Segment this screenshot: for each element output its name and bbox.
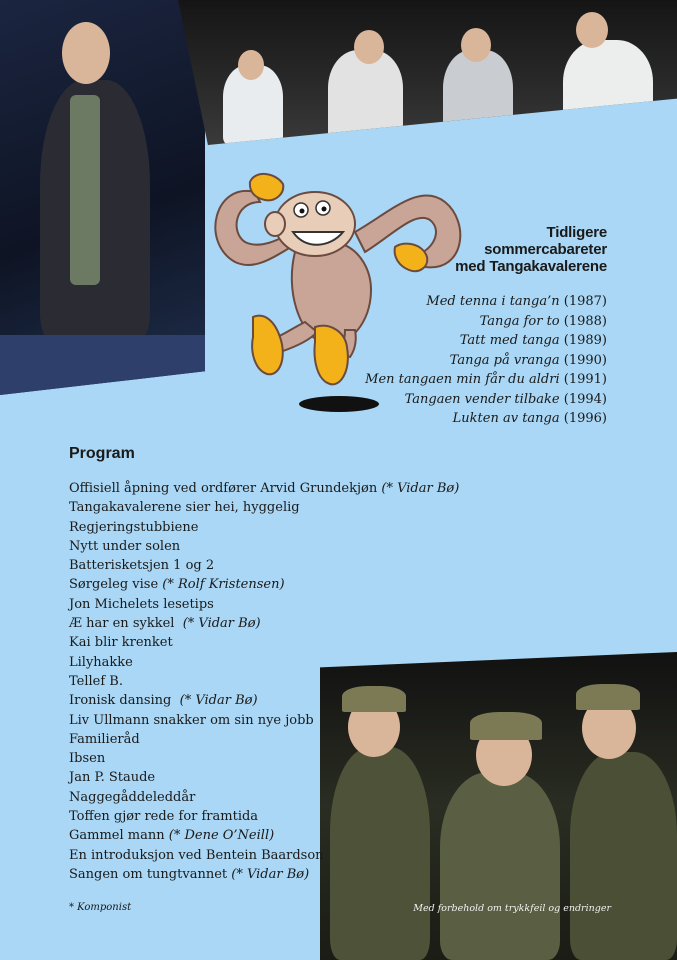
past-show-name: Tangaen vender tilbake [404, 391, 560, 407]
past-show-item [365, 351, 607, 371]
mascot-left-foot [252, 316, 283, 375]
program-item-title: Toffen gjør rede for framtida [69, 809, 259, 825]
stage-floor [0, 335, 205, 395]
past-show-year: (1988) [563, 313, 607, 329]
program-item [69, 498, 459, 517]
performer-head-3 [461, 28, 491, 62]
title-line-1: Tidligere [546, 224, 607, 241]
program-item-composer: (* Vidar Bø) [182, 616, 261, 632]
program-list [69, 479, 459, 884]
print-disclaimer: Med forbehold om trykkfeil og endringer [413, 903, 611, 914]
past-shows-title [455, 224, 607, 275]
past-show-name: Med tenna i tanga’n [426, 294, 560, 309]
past-show-year: (1987) [563, 294, 607, 309]
program-item-title: Regjeringstubbiene [69, 519, 199, 535]
program-item [69, 865, 459, 884]
program-item [69, 479, 459, 498]
program-item [69, 653, 459, 672]
performer-head-1 [238, 50, 264, 80]
mascot-left-pupil [300, 209, 305, 214]
program-item-composer: (* Vidar Bø) [231, 866, 310, 882]
program-item-title: Sørgeleg vise [69, 577, 159, 593]
performer-figure-3 [443, 50, 513, 145]
mascot-ear [265, 212, 285, 236]
program-item-title: Æ har en sykkel [69, 616, 175, 632]
program-item [69, 518, 459, 537]
performer-head-2 [354, 30, 384, 64]
program-item-title: Offisiell åpning ved ordfører Arvid Grundekjøn [69, 481, 378, 496]
program-item [69, 730, 459, 749]
program-item-title: Liv Ullmann snakker om sin nye jobb [69, 712, 314, 728]
photo-speaker-on-stage [0, 0, 205, 395]
program-item [69, 749, 459, 768]
program-item-title: Gammel mann [69, 828, 165, 844]
program-item-title: Sangen om tungtvannet [69, 866, 228, 882]
program-item-title: Familieråd [69, 731, 140, 747]
soldier-cap-3 [576, 684, 640, 710]
performer-figure-2 [328, 50, 403, 145]
past-show-item [365, 370, 607, 390]
program-item-title: Nytt under solen [69, 538, 181, 554]
composer-footnote: * Komponist [69, 902, 132, 913]
program-item-title: Jan P. Staude [69, 770, 156, 786]
program-item [69, 711, 459, 730]
program-item [69, 691, 459, 710]
program-item [69, 575, 459, 594]
program-item-title: Kai blir krenket [69, 635, 173, 651]
past-show-year: (1991) [563, 372, 607, 387]
program-item [69, 556, 459, 575]
past-show-item [365, 409, 607, 429]
past-show-year: (1996) [563, 411, 607, 426]
program-item-title: Tellef B. [69, 673, 123, 689]
past-show-item [365, 390, 607, 410]
past-show-name: Tanga på vranga [449, 352, 560, 368]
program-item [69, 633, 459, 652]
past-show-year: (1990) [563, 352, 607, 368]
program-item-title: Naggegåddeleddår [69, 789, 196, 805]
past-show-year: (1989) [563, 333, 607, 348]
title-line-3: med Tangakavalerene [455, 258, 607, 275]
past-show-name: Lukten av tanga [452, 411, 560, 426]
soldier-cap-2 [470, 712, 542, 740]
past-show-name: Men tangaen min får du aldri [365, 372, 560, 387]
past-show-item [365, 292, 607, 312]
soldier-figure-3 [570, 752, 677, 960]
past-show-item [365, 312, 607, 332]
past-shows-list [365, 292, 607, 429]
program-item-title: Batterisketsjen 1 og 2 [69, 558, 215, 574]
title-line-2: sommercabareter [484, 241, 607, 258]
program-item-title: Tangakavalerene sier hei, hyggelig [69, 500, 300, 516]
speaker-head [62, 22, 110, 84]
mascot-right-foot [315, 326, 348, 385]
speaker-scarf [70, 95, 100, 285]
program-item [69, 846, 459, 865]
program-item-title: Jon Michelets lesetips [69, 596, 214, 612]
past-show-year: (1994) [563, 391, 607, 407]
program-item-title: En introduksjon ved Bentein Baardson [69, 847, 324, 863]
performer-figure-4 [563, 40, 653, 145]
program-item [69, 672, 459, 691]
program-item-title: Ibsen [69, 751, 106, 767]
performer-head-4 [576, 12, 608, 48]
program-item [69, 614, 459, 633]
mascot-right-pupil [322, 207, 327, 212]
past-show-item [365, 331, 607, 351]
program-item-title: Lilyhakke [69, 654, 133, 670]
photo-performers-top [178, 0, 677, 145]
program-item-composer: (* Vidar Bø) [179, 693, 258, 709]
mascot-face [275, 192, 355, 256]
program-item [69, 826, 459, 845]
program-item-composer: (* Rolf Kristensen) [162, 577, 285, 593]
program-heading: Program [69, 445, 135, 462]
past-show-name: Tanga for to [479, 313, 560, 329]
program-item [69, 595, 459, 614]
program-item-composer: (* Dene O’Neill) [168, 828, 275, 844]
program-item [69, 788, 459, 807]
program-item-title: Ironisk dansing [69, 693, 172, 709]
program-item [69, 807, 459, 826]
program-item-composer: (* Vidar Bø) [381, 481, 460, 496]
mascot-left-hand [250, 174, 283, 200]
past-show-name: Tatt med tanga [459, 333, 560, 348]
program-item [69, 768, 459, 787]
program-item [69, 537, 459, 556]
mascot-right-hand [395, 244, 428, 272]
